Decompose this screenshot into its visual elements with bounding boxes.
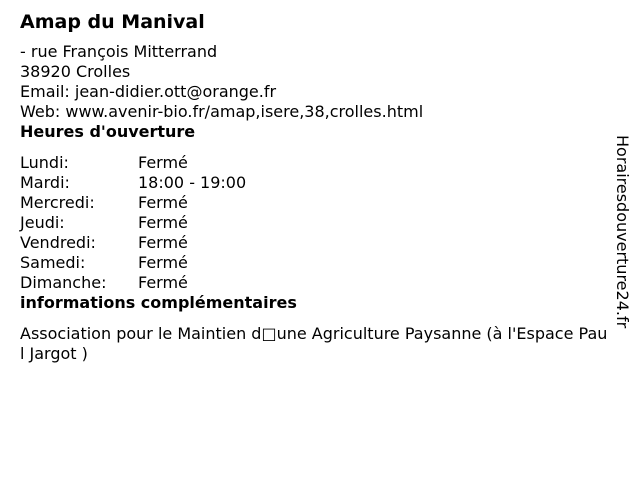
day-label: Vendredi:: [20, 233, 96, 252]
day-hours: Fermé: [138, 193, 188, 212]
day-label: Jeudi:: [20, 213, 65, 232]
additional-info-text: Association pour le Maintien d□une Agriculture Paysanne (à l'Espace Paul Jargot ): [20, 324, 608, 363]
address-city: 38920 Crolles: [20, 62, 131, 81]
hours-row-monday: [20, 153, 610, 173]
hours-row-wednesday: [20, 193, 610, 213]
contact-block: [20, 42, 610, 122]
hours-row-saturday: [20, 253, 610, 273]
hours-row-friday: [20, 233, 610, 253]
hours-row-sunday: [20, 273, 610, 293]
day-label: Samedi:: [20, 253, 86, 272]
day-label: Mardi:: [20, 173, 70, 192]
day-hours: Fermé: [138, 253, 188, 272]
opening-hours-heading: Heures d'ouverture: [20, 122, 196, 141]
day-label: Mercredi:: [20, 193, 95, 212]
web-line: Web: www.avenir-bio.fr/amap,isere,38,crolles.html: [20, 102, 424, 121]
day-hours: 18:00 - 19:00: [138, 173, 247, 192]
hours-row-tuesday: [20, 173, 610, 193]
site-watermark: Horairesdouverture24.fr: [613, 135, 632, 329]
hours-row-thursday: [20, 213, 610, 233]
address-street: - rue François Mitterrand: [20, 42, 218, 61]
opening-hours-table: [20, 153, 610, 293]
shop-name: Amap du Manival: [20, 11, 205, 33]
day-label: Lundi:: [20, 153, 69, 172]
day-hours: Fermé: [138, 233, 188, 252]
shop-details: [20, 9, 610, 364]
day-label: Dimanche:: [20, 273, 107, 292]
day-hours: Fermé: [138, 153, 188, 172]
email-line: Email: jean-didier.ott@orange.fr: [20, 82, 277, 101]
day-hours: Fermé: [138, 273, 188, 292]
day-hours: Fermé: [138, 213, 188, 232]
additional-info-heading: informations complémentaires: [20, 293, 297, 312]
